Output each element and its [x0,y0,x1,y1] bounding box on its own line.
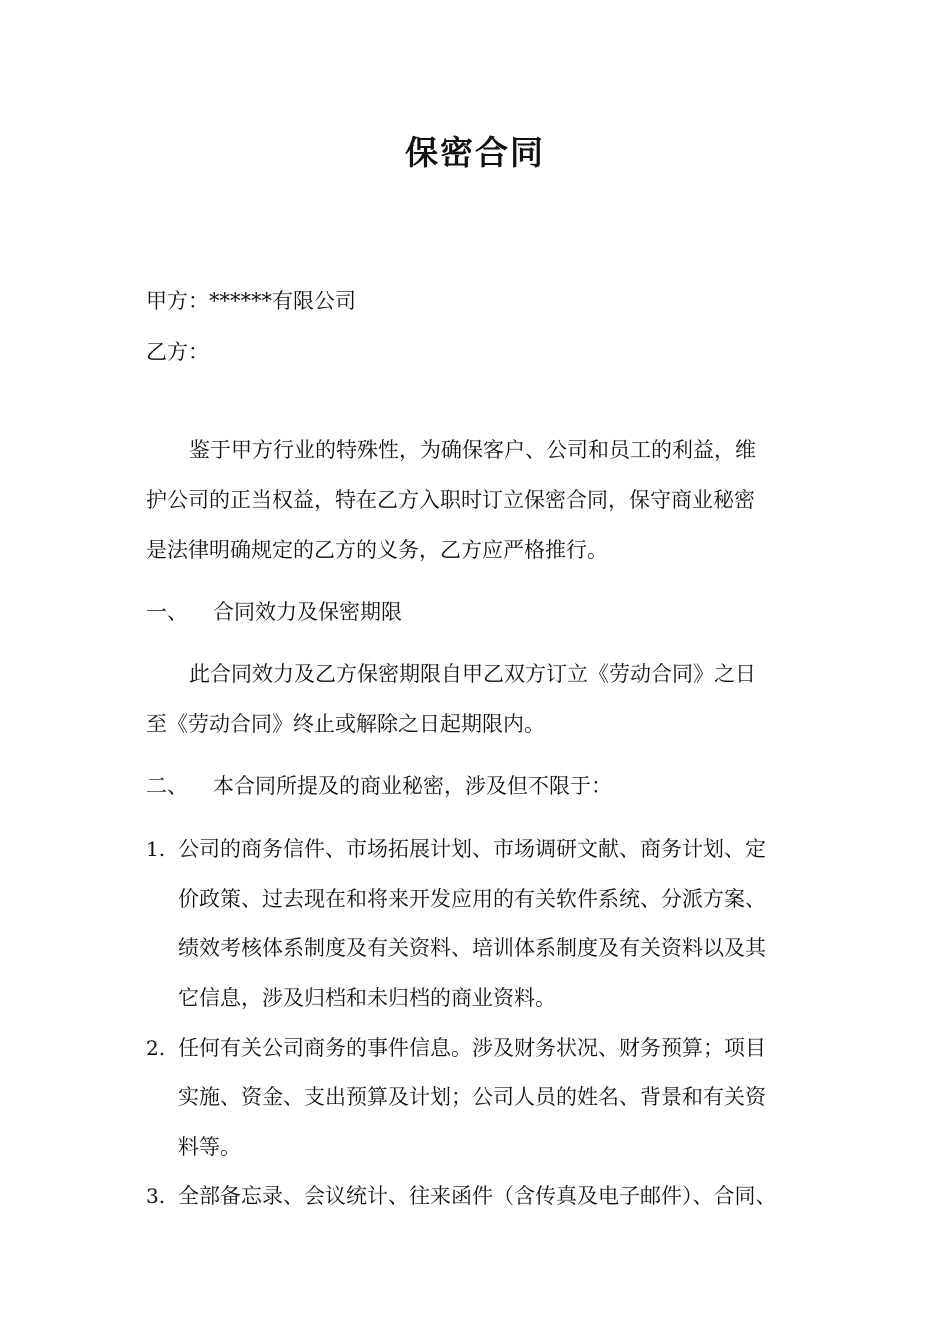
list-item-line: 绩效考核体系制度及有关资料、培训体系制度及有关资料以及其 [178,936,766,960]
section-number: 一、 [146,600,188,624]
section-heading: 合同效力及保密期限 [213,600,402,624]
list-item-line: 公司的商务信件、市场拓展计划、市场调研文献、商务计划、定 [178,837,766,861]
preamble-line: 是法律明确规定的乙方的义务，乙方应严格推行。 [146,538,608,562]
list-item-line: 价政策、过去现在和将来开发应用的有关软件系统、分派方案、 [178,887,766,911]
document-title: 保密合同 [405,133,545,172]
list-item-number: 1. [146,837,166,861]
preamble-line: 护公司的正当权益，特在乙方入职时订立保密合同，保守商业秘密 [146,488,755,512]
list-item-line: 全部备忘录、会议统计、往来函件（含传真及电子邮件）、合同、 [178,1184,777,1208]
list-item-line: 任何有关公司商务的事件信息。涉及财务状况、财务预算；项目 [178,1036,766,1060]
section-body-line: 至《劳动合同》终止或解除之日起期限内。 [146,712,545,736]
list-item-number: 3. [146,1184,166,1208]
list-item-line: 料等。 [178,1135,241,1159]
party-b-line: 乙方： [146,340,209,364]
party-a-line: 甲方：******有限公司 [146,289,356,313]
section-heading: 本合同所提及的商业秘密，涉及但不限于： [213,774,612,798]
section-body-line: 此合同效力及乙方保密期限自甲乙双方订立《劳动合同》之日 [189,662,756,686]
list-item-number: 2. [146,1036,166,1060]
section-number: 二、 [146,774,188,798]
list-item-line: 实施、资金、支出预算及计划；公司人员的姓名、背景和有关资 [178,1085,766,1109]
list-item-line: 它信息，涉及归档和未归档的商业资料。 [178,986,556,1010]
preamble-line: 鉴于甲方行业的特殊性，为确保客户、公司和员工的利益，维 [189,438,756,462]
